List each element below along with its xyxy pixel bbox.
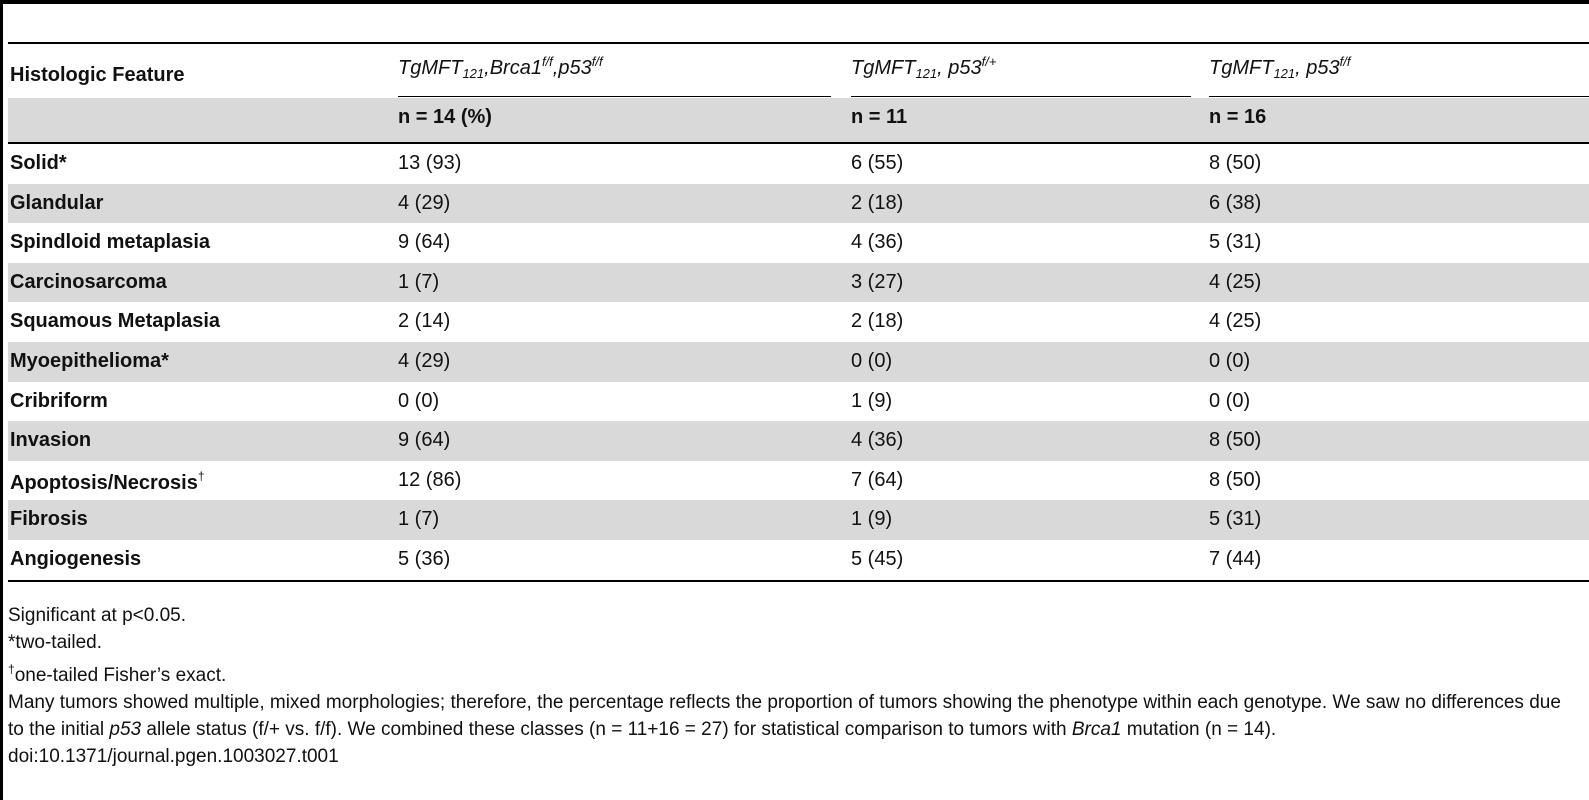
table-bottom-rule — [8, 580, 1589, 582]
value-cell: 8 (50) — [1209, 429, 1262, 452]
value-cell: 7 (64) — [851, 468, 904, 491]
value-cell: 4 (25) — [1209, 310, 1262, 333]
value-cell: 4 (29) — [398, 191, 451, 214]
feature-label — [10, 469, 205, 495]
value-cell: 1 (7) — [398, 508, 440, 531]
header-row-genotypes — [8, 44, 1589, 98]
genotype-header-underline-3 — [1209, 96, 1589, 97]
feature-label: Solid* — [10, 152, 67, 174]
value-cell: 5 (36) — [398, 547, 451, 570]
value-cell: 4 (25) — [1209, 270, 1262, 293]
genotype-header-p53ff — [1209, 54, 1350, 81]
description-text: allele status (f/+ vs. f/f). We combined these classes (n = 11+16 = 27) for statistical comparison to tumors with — [141, 719, 1072, 740]
header-sup2: f/f — [591, 54, 603, 69]
n-count-label-3: n = 16 — [1209, 106, 1267, 128]
table-row — [8, 421, 1589, 461]
feature-label: Myoepithelioma* — [10, 349, 169, 372]
value-cell: 0 (0) — [398, 389, 440, 412]
value-cell: 13 (93) — [398, 152, 462, 174]
header-sup1: f/f — [1339, 54, 1351, 69]
feature-label: Carcinosarcoma — [10, 270, 167, 293]
value-cell: 7 (44) — [1209, 547, 1262, 570]
footnote-one-tailed — [8, 656, 1568, 689]
table-body — [8, 144, 1589, 580]
value-cell: 0 (0) — [1209, 389, 1251, 412]
value-cell: 1 (9) — [851, 389, 893, 412]
value-cell: 5 (31) — [1209, 508, 1262, 531]
table-row — [8, 382, 1589, 422]
feature-label: Cribriform — [10, 389, 108, 412]
value-cell: 8 (50) — [1209, 468, 1262, 491]
header-mid1: ,Brca1 — [484, 57, 542, 79]
feature-label-text: Apoptosis/Necrosis — [10, 471, 198, 494]
header-mid2: ,p53 — [552, 57, 592, 79]
header-mid1: , p53 — [1295, 57, 1340, 79]
description-gene-brca1: Brca1 — [1071, 719, 1122, 740]
table-row — [8, 184, 1589, 224]
footnote-description — [8, 689, 1568, 743]
value-cell: 4 (29) — [398, 349, 451, 372]
value-cell: 2 (18) — [851, 310, 904, 333]
feature-label: Fibrosis — [10, 508, 88, 531]
value-cell: 4 (36) — [851, 429, 904, 452]
value-cell: 0 (0) — [1209, 349, 1251, 372]
feature-label: Angiogenesis — [10, 547, 142, 570]
table-footnotes — [8, 602, 1568, 770]
footnote-significance: Significant at p<0.05. — [8, 605, 186, 626]
table-row — [8, 263, 1589, 303]
left-border-rule — [0, 0, 3, 800]
n-count-label-2: n = 11 — [851, 106, 908, 128]
table-row — [8, 223, 1589, 263]
doi-link[interactable]: doi:10.1371/journal.pgen.1003027.t001 — [8, 746, 339, 767]
n-count-label-1: n = 14 (%) — [398, 106, 492, 128]
header-base: TgMFT — [398, 57, 463, 79]
value-cell: 5 (31) — [1209, 231, 1262, 254]
footnote-one-tailed-text: one-tailed Fisher’s exact. — [14, 665, 227, 686]
value-cell: 6 (55) — [851, 152, 904, 174]
value-cell: 9 (64) — [398, 231, 451, 254]
feature-column-header: Histologic Feature — [10, 64, 185, 86]
value-cell: 3 (27) — [851, 270, 904, 293]
feature-label: Invasion — [10, 429, 92, 452]
genotype-header-underline-1 — [398, 96, 831, 97]
genotype-header-brca1-p53ff — [398, 54, 603, 81]
feature-label: Spindloid metaplasia — [10, 231, 211, 254]
value-cell: 1 (9) — [851, 508, 893, 531]
header-sub: 121 — [462, 66, 485, 81]
feature-label: Squamous Metaplasia — [10, 310, 221, 333]
dagger-mark: † — [8, 662, 15, 676]
value-cell: 5 (45) — [851, 547, 904, 570]
value-cell: 4 (36) — [851, 231, 904, 254]
header-base: TgMFT — [1209, 57, 1274, 79]
header-base: TgMFT — [851, 57, 916, 79]
description-text: Many tumors showed multiple, mixed morphologies; therefore, the percentage reflects the proportion of tumors showing the phenotype within each genotype. We saw no differences due to the initial — [8, 692, 1561, 740]
description-gene-p53: p53 — [109, 719, 142, 740]
value-cell: 2 (14) — [398, 310, 451, 333]
value-cell: 12 (86) — [398, 468, 462, 491]
table-row — [8, 500, 1589, 540]
header-row-counts — [8, 98, 1589, 143]
feature-label: Glandular — [10, 191, 104, 214]
header-mid1: , p53 — [937, 57, 982, 79]
description-text: mutation (n = 14). — [1121, 719, 1277, 740]
genotype-header-p53f-plus — [851, 54, 996, 81]
header-sup1: f/f — [541, 54, 553, 69]
top-border-rule — [0, 0, 1589, 4]
table-row — [8, 302, 1589, 342]
genotype-header-underline-2 — [851, 96, 1191, 97]
header-sup1: f/+ — [981, 54, 997, 69]
value-cell: 0 (0) — [851, 349, 893, 372]
table-row — [8, 540, 1589, 580]
footnote-two-tailed: *two-tailed. — [8, 632, 102, 653]
table-row — [8, 461, 1589, 501]
table-row — [8, 342, 1589, 382]
dagger-footnote-mark: † — [197, 468, 205, 483]
value-cell: 1 (7) — [398, 270, 440, 293]
value-cell: 8 (50) — [1209, 152, 1262, 174]
table-row — [8, 144, 1589, 184]
value-cell: 9 (64) — [398, 429, 451, 452]
header-sub: 121 — [915, 66, 938, 81]
value-cell: 2 (18) — [851, 191, 904, 214]
value-cell: 6 (38) — [1209, 191, 1262, 214]
header-sub: 121 — [1273, 66, 1296, 81]
